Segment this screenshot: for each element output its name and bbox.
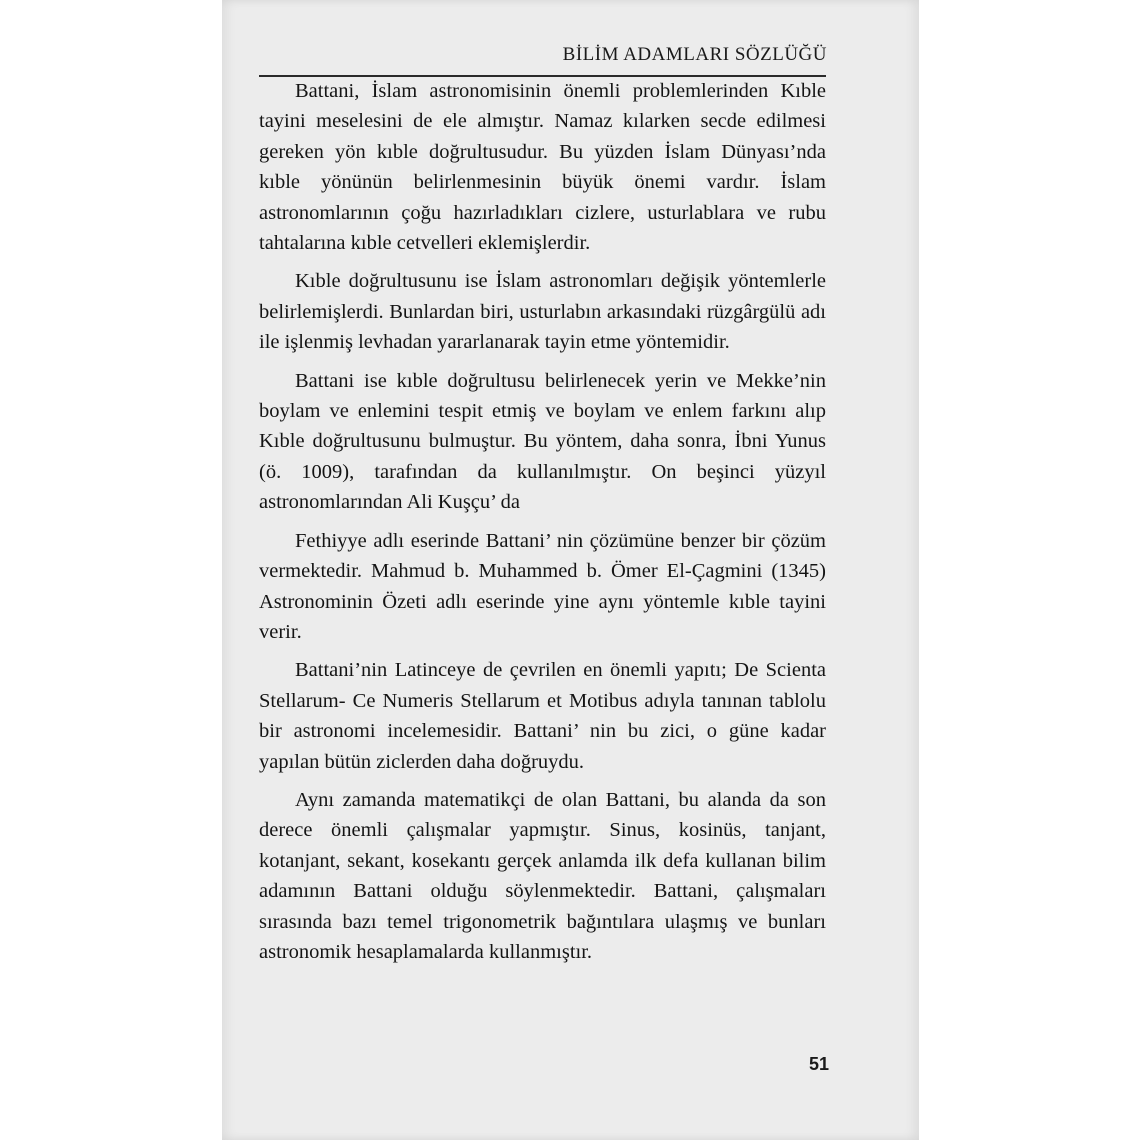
paragraph: Battani ise kıble doğrultusu belirlenecek yerin ve Mekke’nin boylam ve enlemini tespit etmiş ve boylam ve enlem farkını alıp Kıble doğrultusunu bulmuştur. Bu yöntem, daha sonra, İbni Yunus (ö. 1009), tarafından da kullanılmıştır. On beşinci yüzyıl astronomlarından Ali Kuşçu’ da — [259, 369, 826, 514]
running-title: BİLİM ADAMLARI SÖZLÜĞÜ — [562, 44, 827, 65]
paragraph: Battani, İslam astronomisinin önemli problemlerinden Kıble tayini meselesini de ele almıştır. Namaz kılarken secde edilmesi gereken yön kıble doğrultusudur. Bu yüzden İslam Dünyası’nda kıble yönünün belirlenmesinin büyük önemi vardır. İslam astronomlarının çoğu hazırladıkları cizlere, usturlablara ve rubu tahtalarına kıble cetvelleri eklemişlerdir. — [259, 80, 826, 255]
book-page — [222, 0, 919, 1140]
paragraph: Aynı zamanda matematikçi de olan Battani, bu alanda da son derece önemli çalışmalar yapmıştır. Sinus, kosinüs, tanjant, kotanjant, sekant, kosekantı gerçek anlamda ilk defa kullanan bilim adamının Battani olduğu söylenmektedir. Battani, çalışmaları sırasında bazı temel trigonometrik bağıntılara ulaşmış ve bunları astronomik hesaplamalarda kullanmıştır. — [259, 788, 826, 963]
paragraph: Fethiyye adlı eserinde Battani’ nin çözümüne benzer bir çözüm vermektedir. Mahmud b. Muhammed b. Ömer El-Çagmini (1345) Astronominin Özeti adlı eserinde yine aynı yöntemle kıble tayini verir. — [259, 529, 826, 643]
page-number: 51 — [808, 1054, 829, 1074]
paragraph: Kıble doğrultusunu ise İslam astronomları değişik yöntemlerle belirlemişlerdi. Bunlardan biri, usturlabın arkasındaki rüzgârgülü adı ile işlenmiş levhadan yararlanarak tayin etme yöntemidir. — [259, 270, 826, 354]
body-text — [259, 76, 826, 975]
paragraph: Battani’nin Latinceye de çevrilen en önemli yapıtı; De Scienta Stellarum- Ce Numeris Stellarum et Motibus adıyla tanınan tablolu bir astronomi incelemesidir. Battani’ nin bu zici, o güne kadar yapılan bütün ziclerden daha doğruydu. — [259, 659, 826, 773]
